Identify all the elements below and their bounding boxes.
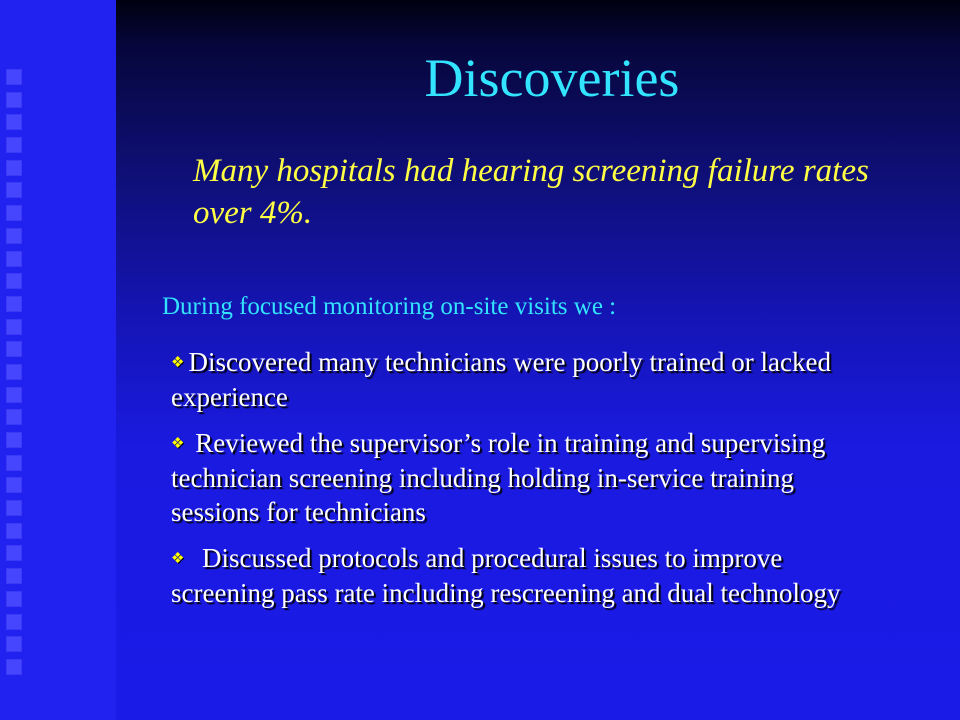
- bullet-item: [171, 541, 871, 610]
- decorative-square: [7, 297, 21, 311]
- bullet-item: [171, 426, 871, 529]
- decorative-square: [7, 660, 21, 674]
- decorative-square: [7, 274, 21, 288]
- intro-text: During focused monitoring on-site visits we :: [162, 293, 617, 320]
- bullet-text: Discussed protocols and procedural issues to improve screening pass rate including rescreening and dual technology: [171, 543, 841, 608]
- decorative-square: [7, 456, 21, 470]
- decorative-square: [7, 252, 21, 266]
- bullet-item: [171, 345, 871, 414]
- decorative-square: [7, 138, 21, 152]
- diamond-bullet-icon: ❖: [171, 436, 185, 452]
- diamond-bullet-icon: ❖: [171, 355, 185, 371]
- decorative-square: [7, 342, 21, 356]
- decorative-square: [7, 388, 21, 402]
- decorative-squares: [7, 70, 23, 683]
- decorative-square: [7, 478, 21, 492]
- bullet-text: Reviewed the supervisor’s role in training and supervising technician screening including holding in-service training sessions for technicians: [171, 428, 826, 527]
- decorative-square: [7, 637, 21, 651]
- decorative-square: [7, 183, 21, 197]
- bullet-list: [171, 345, 871, 622]
- decorative-square: [7, 229, 21, 243]
- slide-title: Discoveries: [424, 48, 680, 108]
- diamond-bullet-icon: ❖: [171, 551, 185, 567]
- decorative-square: [7, 433, 21, 447]
- decorative-square: [7, 320, 21, 334]
- decorative-square: [7, 524, 21, 538]
- decorative-square: [7, 206, 21, 220]
- decorative-square: [7, 546, 21, 560]
- decorative-square: [7, 592, 21, 606]
- decorative-square: [7, 115, 21, 129]
- decorative-square: [7, 365, 21, 379]
- decorative-square: [7, 410, 21, 424]
- decorative-square: [7, 501, 21, 515]
- bullet-text: Discovered many technicians were poorly trained or lacked experience: [171, 347, 831, 412]
- decorative-square: [7, 615, 21, 629]
- decorative-square: [7, 569, 21, 583]
- decorative-square: [7, 161, 21, 175]
- slide-subtitle: Many hospitals had hearing screening failure rates over 4%.: [193, 153, 869, 231]
